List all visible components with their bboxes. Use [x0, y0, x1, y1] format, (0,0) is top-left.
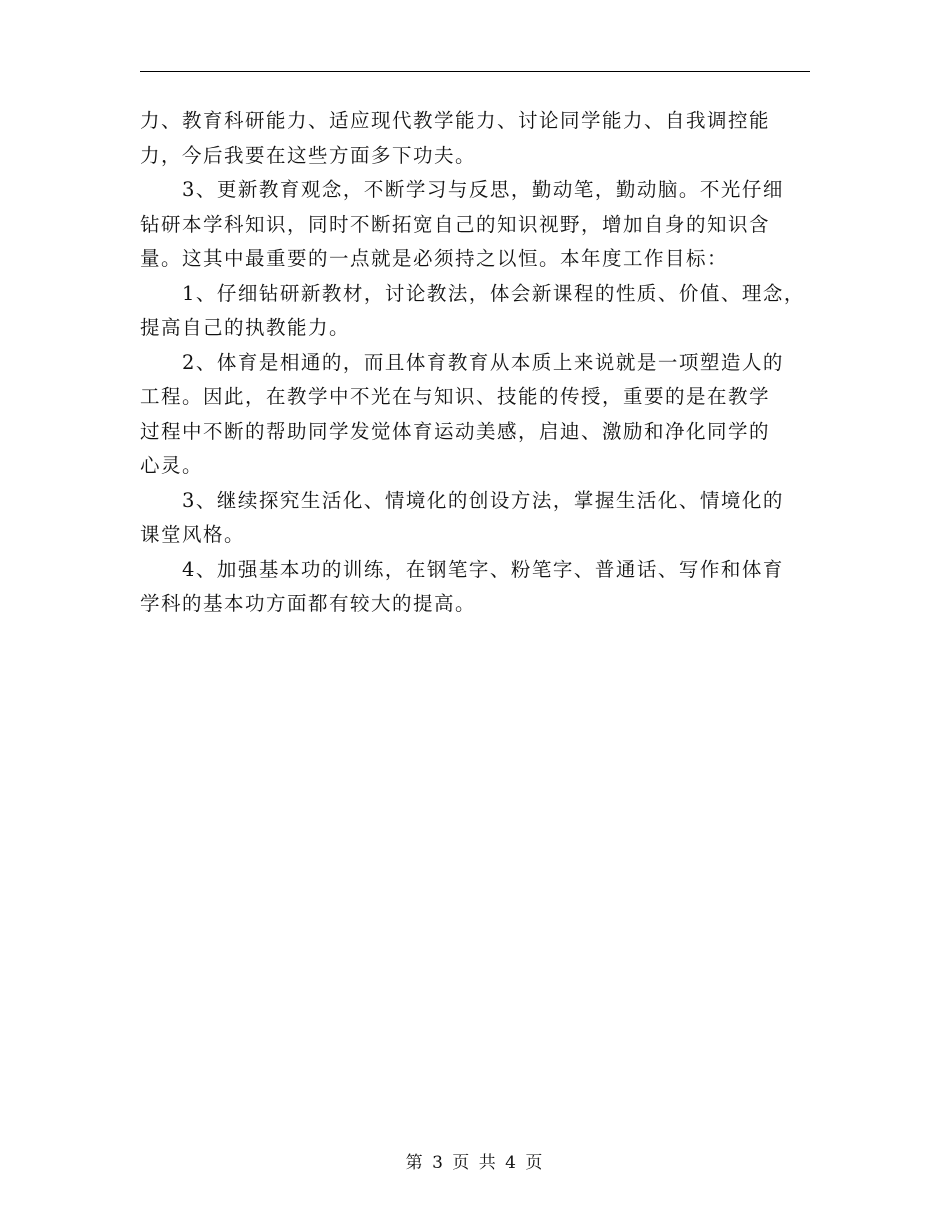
text-line: 工程。因此，在教学中不光在与知识、技能的传授，重要的是在教学: [140, 385, 771, 408]
text-line: 提高自己的执教能力。: [140, 316, 351, 339]
text-line: 过程中不断的帮助同学发觉体育运动美感，启迪、激励和净化同学的: [140, 419, 771, 443]
text-line: 课堂风格。: [140, 523, 246, 546]
text-line: 力、教育科研能力、适应现代教学能力、讨论同学能力、自我调控能: [140, 109, 771, 132]
document-body: [140, 104, 812, 622]
page-number-footer: 第 3 页 共 4 页: [405, 1153, 545, 1173]
text-line: 3、继续探究生活化、情境化的创设方法，掌握生活化、情境化的: [182, 488, 784, 512]
text-line: 学科的基本功方面都有较大的提高。: [140, 592, 477, 615]
text-line: 力，今后我要在这些方面多下功夫。: [140, 143, 477, 167]
text-line: 钻研本学科知识，同时不断拓宽自己的知识视野，增加自身的知识含: [140, 212, 771, 236]
text-line: 2、体育是相通的，而且体育教育从本质上来说就是一项塑造人的: [182, 350, 784, 374]
text-line: 量。这其中最重要的一点就是必须持之以恒。本年度工作目标：: [140, 247, 729, 270]
text-line: 4、加强基本功的训练，在钢笔字、粉笔字、普通话、写作和体育: [182, 557, 784, 581]
header-rule: [140, 71, 810, 72]
text-line: 心灵。: [140, 454, 204, 477]
text-line: 3、更新教育观念，不断学习与反思，勤动笔，勤动脑。不光仔细: [182, 178, 784, 201]
text-line: 1、仔细钻研新教材，讨论教法，体会新课程的性质、价值、理念，: [182, 281, 805, 305]
